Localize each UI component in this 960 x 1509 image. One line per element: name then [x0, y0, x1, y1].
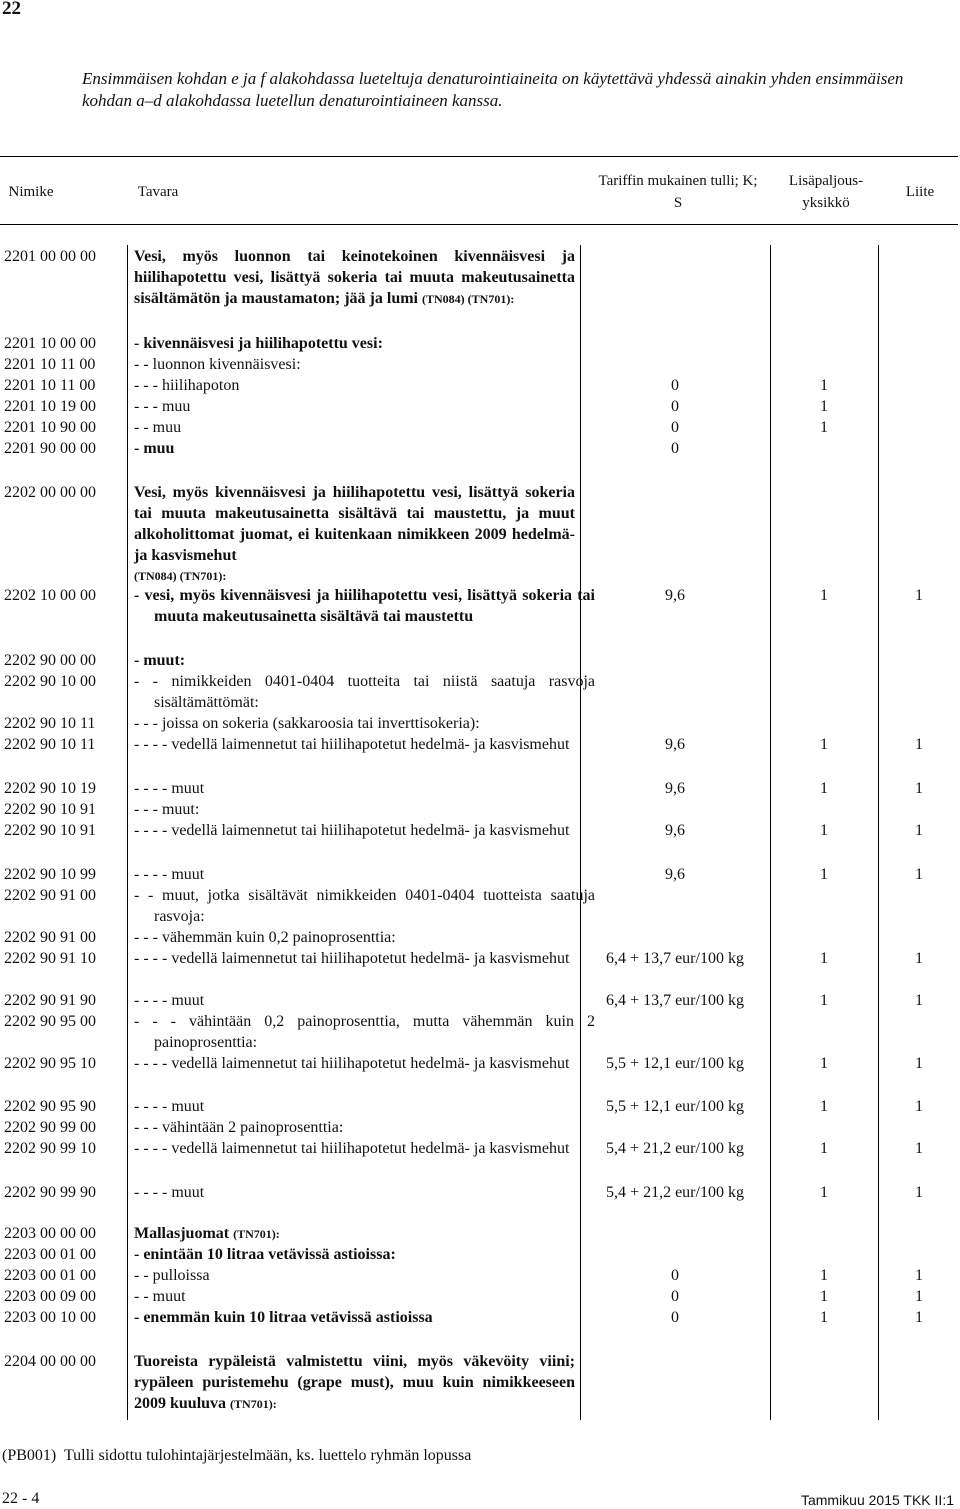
goods-description: [134, 864, 575, 885]
description-text: - enintään 10 litraa vetävissä astioissa:: [134, 1246, 396, 1263]
duty-rate: 9,6: [665, 587, 685, 604]
duty-rate: 0: [671, 398, 679, 415]
tn-reference: (TN701):: [233, 1227, 280, 1241]
supplementary-unit: 1: [820, 377, 828, 394]
tariff-code: 2202 90 91 10: [4, 950, 96, 967]
goods-description: [134, 671, 595, 713]
description-text: - - - - muut: [134, 780, 205, 797]
description-text: - - - - vedellä laimennetut tai hiilihapotetut hedelmä- ja kasvismehut: [134, 1055, 570, 1072]
tariff-code: 2201 90 00 00: [4, 440, 96, 457]
goods-description: [134, 417, 575, 438]
note-ref: 1: [915, 1184, 923, 1201]
goods-description: [134, 1244, 575, 1265]
description-text: - - - hiilihapoton: [134, 377, 240, 394]
tariff-code: 2201 10 00 00: [4, 335, 96, 352]
description-text: - - - vähemmän kuin 0,2 painoprosenttia:: [134, 929, 396, 946]
description-text: - - - - vedellä laimennetut tai hiilihapotetut hedelmä- ja kasvismehut: [134, 736, 570, 753]
supplementary-unit: 1: [820, 398, 828, 415]
description-text: Vesi, myös kivennäisvesi ja hiilihapotettu vesi, lisättyä sokeria tai muuta makeutusainetta sisältävä tai maustettu, ja muut alkoholittomat juomat, ei kuitenkaan nimikkeen 2009 hedelmä- ja kasvismehut: [134, 484, 575, 564]
tariff-code: 2202 90 10 19: [4, 780, 96, 797]
goods-description: [134, 1096, 575, 1117]
goods-description: [134, 1011, 595, 1053]
tariff-code: 2202 90 10 11: [4, 715, 96, 732]
goods-description: [134, 396, 575, 417]
tariff-code: 2202 90 91 00: [4, 887, 96, 904]
note-ref: 1: [915, 587, 923, 604]
tariff-code: 2203 00 01 00: [4, 1267, 96, 1284]
goods-description: [134, 1117, 575, 1138]
tariff-code: 2202 90 95 90: [4, 1098, 96, 1115]
intro-text: Ensimmäisen kohdan e ja f alakohdassa lueteltuja denaturointiaineita on käytettävä yhdessä ainakin yhden ensimmäisen kohdan a–d alakohdassa luetellun denaturointiaineen kanssa.: [82, 69, 904, 110]
description-text: Tuoreista rypäleistä valmistettu viini, myös väkevöity viini; rypäleen puristemehu (grape must), muu kuin nimikkeeseen 2009 kuuluva: [134, 1353, 575, 1412]
note-ref: 1: [915, 780, 923, 797]
tariff-code: 2202 90 10 99: [4, 866, 96, 883]
supplementary-unit: 1: [820, 780, 828, 797]
goods-description: [134, 1351, 575, 1415]
description-text: - - luonnon kivennäisvesi:: [134, 356, 301, 373]
tn-reference: (TN701):: [230, 1397, 277, 1411]
goods-description: [134, 778, 575, 799]
goods-description: [134, 799, 575, 820]
tariff-code: 2203 00 10 00: [4, 1309, 96, 1326]
description-text: - - - muu: [134, 398, 191, 415]
footer-edition: Tammikuu 2015 TKK II:1: [800, 1492, 954, 1508]
duty-rate: 9,6: [665, 822, 685, 839]
goods-description: [134, 1307, 575, 1328]
note-ref: 1: [915, 1288, 923, 1305]
description-text: - enemmän kuin 10 litraa vetävissä astioissa: [134, 1309, 433, 1326]
description-text: - - - - vedellä laimennetut tai hiilihapotetut hedelmä- ja kasvismehut: [134, 822, 570, 839]
description-text: - vesi, myös kivennäisvesi ja hiilihapotettu vesi, lisättyä sokeria tai muuta makeutusainetta sisältävä tai maustettu: [134, 587, 595, 625]
goods-description: [134, 948, 595, 969]
note-ref: 1: [915, 1098, 923, 1115]
supplementary-unit: 1: [820, 1309, 828, 1326]
tariff-code: 2202 90 10 91: [4, 822, 96, 839]
duty-rate: 0: [671, 1309, 679, 1326]
column-rule-4: [878, 245, 879, 1420]
description-text: - - - joissa on sokeria (sakkaroosia tai inverttisokeria):: [134, 715, 480, 732]
tariff-code: 2202 90 95 10: [4, 1055, 96, 1072]
supplementary-unit: 1: [820, 992, 828, 1009]
description-text: - kivennäisvesi ja hiilihapotettu vesi:: [134, 335, 383, 352]
supplementary-unit: 1: [820, 822, 828, 839]
goods-description: [134, 1265, 575, 1286]
note-ref: 1: [915, 1309, 923, 1326]
page-number-top: 22: [2, 0, 21, 19]
tariff-code: 2202 90 99 10: [4, 1140, 96, 1157]
footer-page-number: 22 - 4: [2, 1490, 40, 1507]
tariff-code: 2203 00 00 00: [4, 1225, 96, 1242]
tariff-code: 2201 10 11 00: [4, 356, 96, 373]
header-tulli: Tariffin mukainen tulli; K; S: [598, 173, 758, 211]
description-text: - - muut, jotka sisältävät nimikkeiden 0401-0404 tuotteista saatuja rasvoja:: [134, 887, 595, 925]
description-text: - - - - vedellä laimennetut tai hiilihapotetut hedelmä- ja kasvismehut: [134, 950, 570, 967]
goods-description: [134, 1223, 575, 1245]
duty-rate: 6,4 + 13,7 eur/100 kg: [606, 992, 744, 1009]
duty-rate: 9,6: [665, 736, 685, 753]
supplementary-unit: 1: [820, 866, 828, 883]
duty-rate: 9,6: [665, 866, 685, 883]
tariff-code: 2201 10 19 00: [4, 398, 96, 415]
goods-description: [134, 482, 575, 587]
description-text: - - - - muut: [134, 1184, 205, 1201]
note-ref: 1: [915, 736, 923, 753]
description-text: Mallasjuomat: [134, 1225, 230, 1242]
duty-rate: 0: [671, 419, 679, 436]
column-rule-3: [770, 245, 771, 1420]
tariff-code: 2202 00 00 00: [4, 484, 96, 501]
duty-rate: 5,4 + 21,2 eur/100 kg: [606, 1140, 744, 1157]
supplementary-unit: 1: [820, 587, 828, 604]
tariff-code: 2203 00 01 00: [4, 1246, 96, 1263]
note-ref: 1: [915, 950, 923, 967]
header-lisayksikko: Lisäpaljous-yksikkö: [788, 173, 864, 211]
note-ref: 1: [915, 822, 923, 839]
goods-description: [134, 990, 575, 1011]
duty-rate: 0: [671, 1267, 679, 1284]
description-text: - muu: [134, 440, 175, 457]
tariff-code: 2201 10 11 00: [4, 377, 96, 394]
tariff-code: 2203 00 09 00: [4, 1288, 96, 1305]
description-text: Vesi, myös luonnon tai keinotekoinen kivennäisvesi ja hiilihapotettu vesi, lisättyä sokeria tai muuta makeutusainetta sisältämätön ja maustamaton; jää ja lumi: [134, 248, 575, 307]
tariff-code: 2202 90 10 91: [4, 801, 96, 818]
tn-reference: (TN084) (TN701):: [134, 569, 227, 583]
description-text: - - nimikkeiden 0401-0404 tuotteita tai niistä saatuja rasvoja sisältämättömät:: [134, 673, 595, 711]
goods-description: [134, 375, 575, 396]
goods-description: [134, 927, 575, 948]
duty-rate: 6,4 + 13,7 eur/100 kg: [606, 950, 744, 967]
goods-description: [134, 734, 595, 755]
description-text: - - - - muut: [134, 992, 205, 1009]
goods-description: [134, 438, 575, 459]
header-bottom-rule: [0, 224, 958, 225]
header-tavara: Tavara: [137, 184, 179, 200]
description-text: - - muu: [134, 419, 182, 436]
goods-description: [134, 585, 595, 627]
description-text: - - - - muut: [134, 866, 205, 883]
goods-description: [134, 713, 575, 734]
description-text: - - pulloissa: [134, 1267, 210, 1284]
tariff-code: 2202 90 10 00: [4, 673, 96, 690]
footnote-text: Tulli sidottu tulohintajärjestelmään, ks. luettelo ryhmän lopussa: [63, 1447, 472, 1464]
tariff-code: 2202 90 99 00: [4, 1119, 96, 1136]
supplementary-unit: 1: [820, 950, 828, 967]
note-ref: 1: [915, 992, 923, 1009]
note-ref: 1: [915, 1140, 923, 1157]
tariff-code: 2201 10 90 00: [4, 419, 96, 436]
duty-rate: 9,6: [665, 780, 685, 797]
tariff-code: 2202 90 95 00: [4, 1013, 96, 1030]
supplementary-unit: 1: [820, 1184, 828, 1201]
supplementary-unit: 1: [820, 1055, 828, 1072]
tariff-code: 2201 00 00 00: [4, 248, 96, 265]
header-nimike: Nimike: [8, 184, 54, 200]
goods-description: [134, 1286, 575, 1307]
supplementary-unit: 1: [820, 736, 828, 753]
description-text: - muut:: [134, 652, 186, 669]
goods-description: [134, 820, 595, 841]
tariff-code: 2202 90 99 90: [4, 1184, 96, 1201]
tariff-code: 2202 90 10 11: [4, 736, 96, 753]
duty-rate: 0: [671, 377, 679, 394]
supplementary-unit: 1: [820, 1140, 828, 1157]
duty-rate: 5,5 + 12,1 eur/100 kg: [606, 1098, 744, 1115]
description-text: - - - vähintään 2 painoprosenttia:: [134, 1119, 344, 1136]
tariff-code: 2202 10 00 00: [4, 587, 96, 604]
goods-description: [134, 354, 575, 375]
description-text: - - - - muut: [134, 1098, 205, 1115]
goods-description: [134, 1138, 595, 1159]
duty-rate: 5,4 + 21,2 eur/100 kg: [606, 1184, 744, 1201]
description-text: - - muut: [134, 1288, 186, 1305]
note-ref: 1: [915, 1267, 923, 1284]
duty-rate: 0: [671, 1288, 679, 1305]
duty-rate: 0: [671, 440, 679, 457]
supplementary-unit: 1: [820, 1098, 828, 1115]
goods-description: [134, 246, 575, 310]
duty-rate: 5,5 + 12,1 eur/100 kg: [606, 1055, 744, 1072]
goods-description: [134, 1182, 575, 1203]
footnote: [2, 1447, 471, 1465]
header-liite: Liite: [905, 184, 935, 200]
note-ref: 1: [915, 866, 923, 883]
goods-description: [134, 885, 595, 927]
description-text: - - - vähintään 0,2 painoprosenttia, mutta vähemmän kuin 2 painoprosenttia:: [134, 1013, 595, 1051]
supplementary-unit: 1: [820, 1288, 828, 1305]
column-rule-1: [127, 245, 128, 1420]
goods-description: [134, 650, 575, 671]
goods-description: [134, 1053, 595, 1074]
goods-description: [134, 333, 575, 354]
note-ref: 1: [915, 1055, 923, 1072]
supplementary-unit: 1: [820, 1267, 828, 1284]
table-top-rule: [0, 156, 958, 157]
footnote-code: (PB001): [2, 1447, 57, 1464]
tariff-code: 2204 00 00 00: [4, 1353, 96, 1370]
description-text: - - - - vedellä laimennetut tai hiilihapotetut hedelmä- ja kasvismehut: [134, 1140, 570, 1157]
tariff-code: 2202 90 00 00: [4, 652, 96, 669]
tariff-code: 2202 90 91 90: [4, 992, 96, 1009]
description-text: - - - muut:: [134, 801, 200, 818]
tariff-code: 2202 90 91 00: [4, 929, 96, 946]
tn-reference: (TN084) (TN701):: [422, 292, 515, 306]
supplementary-unit: 1: [820, 419, 828, 436]
